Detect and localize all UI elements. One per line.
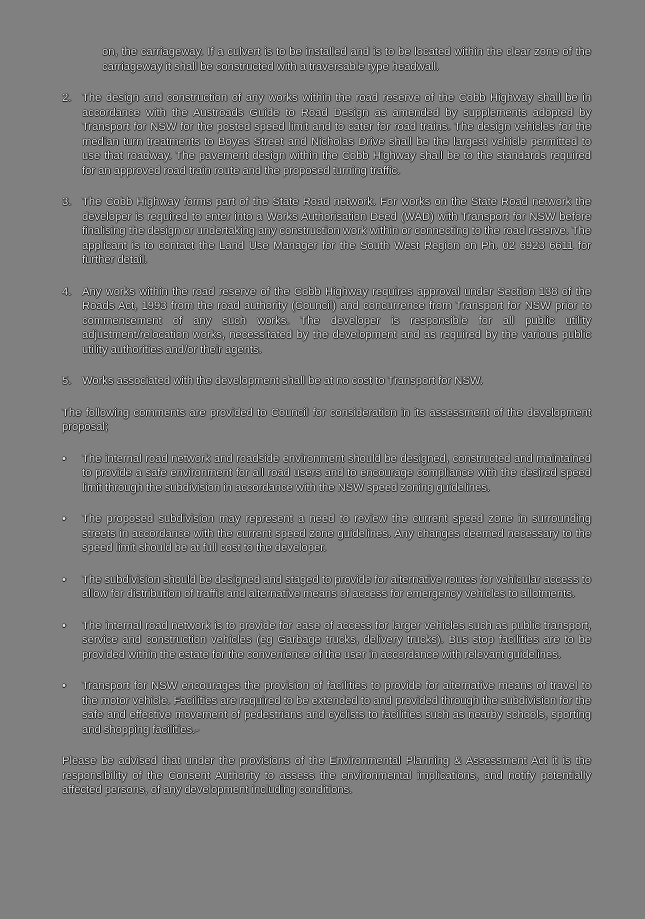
bullet-icon: • (62, 619, 66, 632)
item-text: The design and construction of any works within the road reserve of the Cobb Highway shall be in accordance with the Austroads Guide to Road Design as amended by supplements adopted by Transport for NSW for the posted speed limit and to cater for road trains. The design vehicles for the median turn treatments to Boyes Street and Nicholas Drive shall be the largest vehicle permitted to use that roadway. The pavement design within the Cobb Highway shall be to the standards required for an approved road train route and the proposed turning traffic. (82, 92, 591, 177)
bullet-item (62, 679, 591, 737)
bullet-item (62, 452, 591, 496)
item-text: The Cobb Highway forms part of the State Road network. For works on the State Road network the developer is required to enter into a Works Authorisation Deed (WAD) with Transport for NSW before finalising the design or undertaking any construction work within or connecting to the road reserve. The applicant is to contact the Land Use Manager for the South West Region on Ph. 02 6923 6611 for further detail. (82, 196, 591, 266)
bullet-icon: • (62, 452, 66, 465)
bullet-icon: • (62, 680, 66, 692)
bullet-item (62, 573, 591, 602)
bullet-text: The proposed subdivision may represent a need to review the current speed zone in surrounding streets in accordance with the current speed zone guidelines. Any changes deemed necessary to the speed limit should be at full cost to the developer. (82, 513, 591, 554)
numbered-item-4 (62, 285, 591, 358)
bullet-item (62, 619, 591, 663)
item-number: 2. (62, 92, 72, 104)
bullet-text: The subdivision should be designed and staged to provide for alternative routes for vehicular access to allow for distribution of traffic and alternative means of access for emergency vehicles to allotments. (82, 573, 591, 600)
item-number: 4. (62, 285, 72, 298)
numbered-item-2 (62, 91, 591, 178)
bullet-item (62, 512, 591, 556)
document-page (62, 45, 591, 815)
bullet-text: The internal road network and roadside environment should be designed, constructed and maintained to provide a safe environment for all road users and to encourage compliance with the desired speed limit through the subdivision in accordance with the NSW speed zoning guidelines. (82, 452, 591, 494)
bullet-icon: • (62, 513, 66, 525)
numbered-item-5 (62, 374, 591, 389)
item-text: Any works within the road reserve of the Cobb Highway requires approval under Section 138 of the Roads Act, 1993 from the road authority (Council) and concurrence from Transport for NSW prior to commencement of any such works. The developer is responsible for all public utility adjustment/relocation works, necessitated by the development and as required by the various public utility authorities and/or their agents. (82, 285, 591, 356)
item-number: 3. (62, 196, 72, 208)
continuation-paragraph: on, the carriageway. If a culvert is to be installed and is to be located within the clear zone of the carriageway it shall be constructed with a traversable type headwall. (102, 46, 591, 73)
bullet-text: Transport for NSW encourages the provision of facilities to provide for alternative means of travel to the motor vehicle. Facilities are required to be extended to and provided through the subdivision for the safe and effective movement of pedestrians and cyclists to facilities such as nearby schools, sporting and shopping facilities.- (82, 680, 591, 736)
item-number: 5. (62, 375, 72, 387)
closing-paragraph: Please be advised that under the provisions of the Environmental Planning & Assessment Act it is the responsibility of the Consent Authority to assess the environmental implications, and notify potentially affected persons, of any development including conditions. (62, 755, 591, 796)
bullet-text: The internal road network is to provide for ease of access for larger vehicles such as public transport, service and construction vehicles (eg Garbage trucks, delivery trucks). Bus stop facilities are to be provided within the estate for the convenience of the user in accordance with relevant guidelines. (82, 619, 591, 661)
numbered-item-3 (62, 195, 591, 268)
comments-intro: The following comments are provided to Council for consideration in its assessment of the development proposal; (62, 406, 591, 433)
item-text: Works associated with the development shall be at no cost to Transport for NSW. (82, 375, 483, 387)
bullet-icon: • (62, 573, 66, 586)
